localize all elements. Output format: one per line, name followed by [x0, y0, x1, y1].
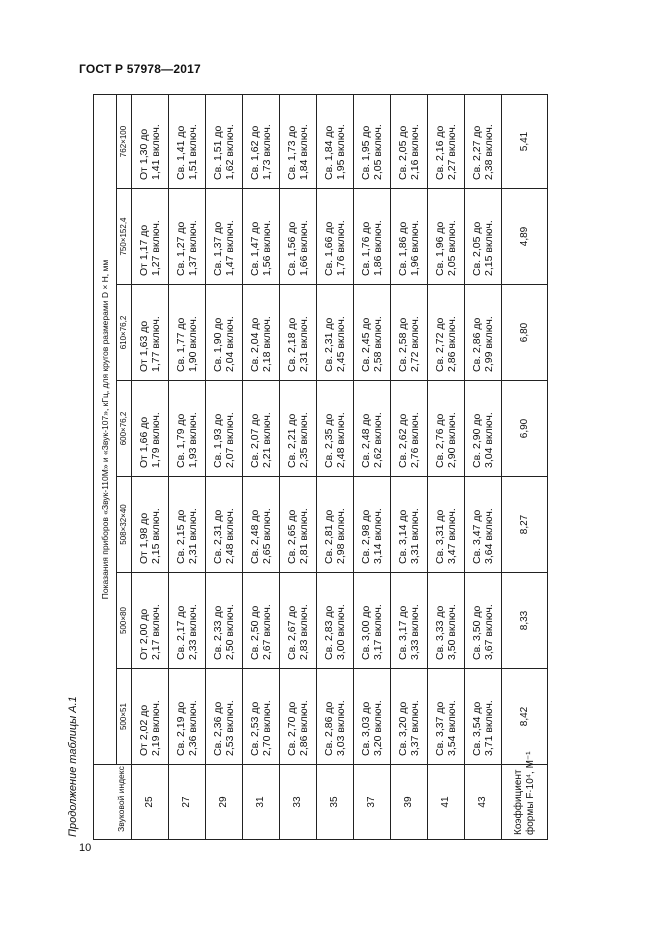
range-line: 1,51 включ. [187, 124, 199, 180]
range-line: 2,38 включ. [483, 124, 495, 180]
range-line: Св. 2,62 до [397, 413, 409, 468]
range-line: 3,00 включ. [335, 604, 347, 660]
range-cell [354, 477, 391, 573]
range-cell [317, 285, 354, 381]
range-line: Св. 1,93 до [212, 413, 224, 468]
range-line: 2,36 включ. [187, 700, 199, 756]
range-cell [243, 573, 280, 669]
range-line: 1,84 включ. [298, 124, 310, 180]
range-line: 1,37 включ. [187, 220, 199, 276]
range-cell [132, 285, 169, 381]
range-line: 1,66 включ. [298, 220, 310, 276]
range-cell [169, 189, 206, 285]
range-cell [169, 477, 206, 573]
range-cell [169, 285, 206, 381]
range-line: 2,35 включ. [298, 412, 310, 468]
range-line: Св. 1,47 до [249, 221, 261, 276]
table-row [132, 94, 169, 839]
range-cell [428, 381, 465, 477]
range-line: Св. 3,00 до [360, 605, 372, 660]
document-header: ГОСТ Р 57978—2017 [79, 62, 201, 76]
range-line: Св. 1,62 до [249, 125, 261, 180]
range-line: 1,86 включ. [372, 220, 384, 276]
range-cell [317, 94, 354, 188]
range-cell [391, 285, 428, 381]
range-cell [206, 381, 243, 477]
range-line: 2,05 включ. [446, 220, 458, 276]
range-line: 2,58 включ. [372, 316, 384, 372]
range-line: 2,48 включ. [335, 412, 347, 468]
range-cell [243, 94, 280, 188]
range-cell [280, 669, 317, 765]
range-line: Св. 2,31 до [323, 317, 335, 372]
range-cell [465, 573, 502, 669]
range-line: От 1,30 до [138, 128, 150, 180]
range-line: 2,18 включ. [261, 316, 273, 372]
range-cell [132, 189, 169, 285]
range-line: 2,67 включ. [261, 604, 273, 660]
range-line: 2,86 включ. [298, 700, 310, 756]
range-cell [243, 189, 280, 285]
range-cell [465, 94, 502, 188]
header-size: 600×76,2 [117, 381, 132, 477]
range-line: 2,27 включ. [446, 124, 458, 180]
sound-index-cell: 39 [391, 765, 428, 840]
range-line: Св. 1,66 до [323, 221, 335, 276]
range-line: Св. 2,90 до [471, 413, 483, 468]
range-line: Св. 3,03 до [360, 701, 372, 756]
range-line: 1,93 включ. [187, 412, 199, 468]
sound-index-cell: 25 [132, 765, 169, 840]
range-cell [354, 381, 391, 477]
range-line: 3,64 включ. [483, 508, 495, 564]
range-cell [391, 573, 428, 669]
range-cell [132, 381, 169, 477]
range-line: Св. 3,37 до [434, 701, 446, 756]
range-line: Св. 2,72 до [434, 317, 446, 372]
range-line: 1,76 включ. [335, 220, 347, 276]
range-cell [465, 381, 502, 477]
range-cell [169, 381, 206, 477]
range-line: От 2,00 до [138, 608, 150, 660]
coefficient-value: 6,90 [502, 381, 548, 477]
range-line: 2,86 включ. [446, 316, 458, 372]
range-cell [206, 94, 243, 188]
range-line: 2,17 включ. [150, 604, 162, 660]
range-line: Св. 1,56 до [286, 221, 298, 276]
table-row [354, 94, 391, 839]
range-line: Св. 2,16 до [434, 125, 446, 180]
sound-index-table [93, 94, 548, 840]
header-size: 610×76,2 [117, 285, 132, 381]
coefficient-value: 8,42 [502, 669, 548, 765]
sound-index-cell: 35 [317, 765, 354, 840]
range-cell [354, 285, 391, 381]
table-row [465, 94, 502, 839]
range-cell [132, 94, 169, 188]
range-line: От 2,02 до [138, 704, 150, 756]
range-line: Св. 2,17 до [175, 605, 187, 660]
range-line: 3,67 включ. [483, 604, 495, 660]
range-line: Св. 2,86 до [323, 701, 335, 756]
range-line: Св. 1,73 до [286, 125, 298, 180]
range-cell [206, 285, 243, 381]
range-line: 3,03 включ. [335, 700, 347, 756]
range-cell [132, 477, 169, 573]
range-line: Св. 2,07 до [249, 413, 261, 468]
range-line: Св. 1,95 до [360, 125, 372, 180]
range-cell [317, 381, 354, 477]
range-line: 3,04 включ. [483, 412, 495, 468]
range-line: 2,81 включ. [298, 508, 310, 564]
range-line: Св. 1,86 до [397, 221, 409, 276]
range-line: 2,19 включ. [150, 700, 162, 756]
range-cell [465, 189, 502, 285]
range-cell [391, 189, 428, 285]
range-cell [243, 477, 280, 573]
range-line: Св. 3,50 до [471, 605, 483, 660]
range-cell [206, 189, 243, 285]
header-size: 750×152,4 [117, 189, 132, 285]
coefficient-value: 6,80 [502, 285, 548, 381]
range-line: 1,56 включ. [261, 220, 273, 276]
range-line: Св. 2,50 до [249, 605, 261, 660]
range-line: 3,33 включ. [409, 604, 421, 660]
range-line: От 1,63 до [138, 320, 150, 372]
range-line: 2,04 включ. [224, 316, 236, 372]
range-cell [317, 189, 354, 285]
coefficient-value: 5,41 [502, 94, 548, 188]
range-cell [428, 285, 465, 381]
range-line: 2,53 включ. [224, 700, 236, 756]
range-line: Св. 1,37 до [212, 221, 224, 276]
range-line: 2,62 включ. [372, 412, 384, 468]
range-cell [428, 94, 465, 188]
header-size: 508×32×40 [117, 477, 132, 573]
range-line: 2,72 включ. [409, 316, 421, 372]
range-line: Св. 2,35 до [323, 413, 335, 468]
range-cell [391, 669, 428, 765]
range-line: 2,76 включ. [409, 412, 421, 468]
range-line: 1,62 включ. [224, 124, 236, 180]
range-cell [243, 669, 280, 765]
coefficient-label-line: Коэффициент [512, 769, 524, 835]
range-line: Св. 1,27 до [175, 221, 187, 276]
range-line: От 1,17 до [138, 224, 150, 276]
range-cell [391, 94, 428, 188]
range-cell [280, 477, 317, 573]
range-line: 1,79 включ. [150, 412, 162, 468]
range-cell [317, 477, 354, 573]
range-cell [354, 573, 391, 669]
range-line: 2,83 включ. [298, 604, 310, 660]
range-line: Св. 2,05 до [397, 125, 409, 180]
header-readings-group: Показания приборов «Звук-110М» и «Звук-107», кГц, для кругов размерами D × H, мм [94, 94, 117, 764]
header-sizes-row [117, 94, 132, 839]
range-cell [354, 189, 391, 285]
range-line: 3,17 включ. [372, 604, 384, 660]
coefficient-label [502, 751, 548, 840]
range-line: 2,45 включ. [335, 316, 347, 372]
coefficient-value: 8,27 [502, 477, 548, 573]
range-line: 2,15 включ. [150, 508, 162, 564]
range-cell [354, 94, 391, 188]
range-line: 3,71 включ. [483, 700, 495, 756]
range-cell [465, 477, 502, 573]
range-line: От 1,98 до [138, 512, 150, 564]
coefficient-value: 8,33 [502, 573, 548, 669]
range-cell [132, 669, 169, 765]
range-line: 1,27 включ. [150, 220, 162, 276]
range-cell [280, 573, 317, 669]
range-line: 1,77 включ. [150, 316, 162, 372]
range-cell [391, 381, 428, 477]
range-line: 2,21 включ. [261, 412, 273, 468]
range-line: Св. 3,47 до [471, 509, 483, 564]
range-cell [280, 189, 317, 285]
range-line: Св. 1,79 до [175, 413, 187, 468]
header-size: 762×100 [117, 94, 132, 188]
range-line: Св. 2,18 до [286, 317, 298, 372]
range-line: Св. 2,36 до [212, 701, 224, 756]
range-line: 2,99 включ. [483, 316, 495, 372]
range-line: Св. 2,21 до [286, 413, 298, 468]
range-line: 2,16 включ. [409, 124, 421, 180]
range-line: От 1,66 до [138, 416, 150, 468]
sound-index-cell: 31 [243, 765, 280, 840]
range-line: 2,70 включ. [261, 700, 273, 756]
range-line: Св. 2,04 до [249, 317, 261, 372]
range-line: 1,47 включ. [224, 220, 236, 276]
range-line: 2,90 включ. [446, 412, 458, 468]
range-cell [465, 285, 502, 381]
coefficient-value: 4,89 [502, 189, 548, 285]
range-cell [280, 381, 317, 477]
range-line: Св. 2,65 до [286, 509, 298, 564]
range-cell [317, 669, 354, 765]
range-cell [317, 573, 354, 669]
table-row [428, 94, 465, 839]
range-cell [428, 669, 465, 765]
range-line: 3,50 включ. [446, 604, 458, 660]
range-line: 1,90 включ. [187, 316, 199, 372]
range-line: Св. 2,48 до [249, 509, 261, 564]
header-sound-index: Звуковой индекс [94, 765, 132, 840]
range-cell [169, 94, 206, 188]
range-cell [428, 189, 465, 285]
range-line: 2,48 включ. [224, 508, 236, 564]
range-line: Св. 1,51 до [212, 125, 224, 180]
range-line: Св. 2,70 до [286, 701, 298, 756]
header-size: 500×51 [117, 669, 132, 765]
range-line: 3,14 включ. [372, 508, 384, 564]
range-line: Св. 2,86 до [471, 317, 483, 372]
range-line: 2,15 включ. [483, 220, 495, 276]
range-cell [243, 381, 280, 477]
sound-index-cell: 37 [354, 765, 391, 840]
range-line: 2,98 включ. [335, 508, 347, 564]
range-line: 2,33 включ. [187, 604, 199, 660]
range-line: Св. 2,81 до [323, 509, 335, 564]
range-line: Св. 3,31 до [434, 509, 446, 564]
range-line: Св. 3,17 до [397, 605, 409, 660]
range-cell [465, 669, 502, 765]
range-cell [132, 573, 169, 669]
range-cell [391, 477, 428, 573]
range-cell [169, 669, 206, 765]
coefficient-row [502, 94, 548, 839]
range-line: Св. 3,20 до [397, 701, 409, 756]
range-cell [169, 573, 206, 669]
range-line: Св. 2,33 до [212, 605, 224, 660]
range-line: Св. 1,41 до [175, 125, 187, 180]
range-line: 2,65 включ. [261, 508, 273, 564]
range-line: Св. 1,90 до [212, 317, 224, 372]
range-line: Св. 2,15 до [175, 509, 187, 564]
range-line: 1,73 включ. [261, 124, 273, 180]
range-cell [206, 669, 243, 765]
range-line: Св. 3,33 до [434, 605, 446, 660]
range-line: Св. 2,19 до [175, 701, 187, 756]
range-line: Св. 1,96 до [434, 221, 446, 276]
range-cell [206, 477, 243, 573]
range-line: Св. 2,76 до [434, 413, 446, 468]
page-number: 10 [79, 842, 92, 854]
table-row [169, 94, 206, 839]
range-line: 3,47 включ. [446, 508, 458, 564]
range-line: 3,31 включ. [409, 508, 421, 564]
range-cell [280, 94, 317, 188]
range-line: Св. 2,31 до [212, 509, 224, 564]
table-row [391, 94, 428, 839]
range-line: Св. 2,27 до [471, 125, 483, 180]
range-cell [206, 573, 243, 669]
range-cell [280, 285, 317, 381]
table-continuation-caption: Продолжение таблицы А.1 [67, 696, 79, 837]
sound-index-cell: 29 [206, 765, 243, 840]
range-line: Св. 2,53 до [249, 701, 261, 756]
range-line: Св. 2,05 до [471, 221, 483, 276]
range-line: Св. 2,58 до [397, 317, 409, 372]
coefficient-label-line: формы F·10⁴, М⁻¹ [524, 751, 536, 835]
range-line: 1,41 включ. [150, 124, 162, 180]
sound-index-cell: 33 [280, 765, 317, 840]
range-line: Св. 3,54 до [471, 701, 483, 756]
table-row [317, 94, 354, 839]
range-line: 2,05 включ. [372, 124, 384, 180]
range-line: Св. 2,45 до [360, 317, 372, 372]
range-line: 2,50 включ. [224, 604, 236, 660]
range-line: 3,20 включ. [372, 700, 384, 756]
range-line: 3,37 включ. [409, 700, 421, 756]
range-line: 2,31 включ. [298, 316, 310, 372]
range-line: Св. 2,48 до [360, 413, 372, 468]
sound-index-cell: 27 [169, 765, 206, 840]
range-line: 1,95 включ. [335, 124, 347, 180]
table-row [206, 94, 243, 839]
range-line: 2,07 включ. [224, 412, 236, 468]
table-row [280, 94, 317, 839]
range-line: 3,54 включ. [446, 700, 458, 756]
range-cell [428, 573, 465, 669]
range-line: Св. 1,84 до [323, 125, 335, 180]
range-line: Св. 1,76 до [360, 221, 372, 276]
range-line: Св. 1,77 до [175, 317, 187, 372]
range-line: Св. 2,67 до [286, 605, 298, 660]
range-cell [354, 669, 391, 765]
table-row [243, 94, 280, 839]
sound-index-cell: 41 [428, 765, 465, 840]
range-line: 1,96 включ. [409, 220, 421, 276]
range-cell [243, 285, 280, 381]
range-line: 2,31 включ. [187, 508, 199, 564]
sound-index-cell: 43 [465, 765, 502, 840]
range-line: Св. 2,83 до [323, 605, 335, 660]
range-cell [428, 477, 465, 573]
range-line: Св. 2,98 до [360, 509, 372, 564]
range-line: Св. 3,14 до [397, 509, 409, 564]
header-size: 500×80 [117, 573, 132, 669]
